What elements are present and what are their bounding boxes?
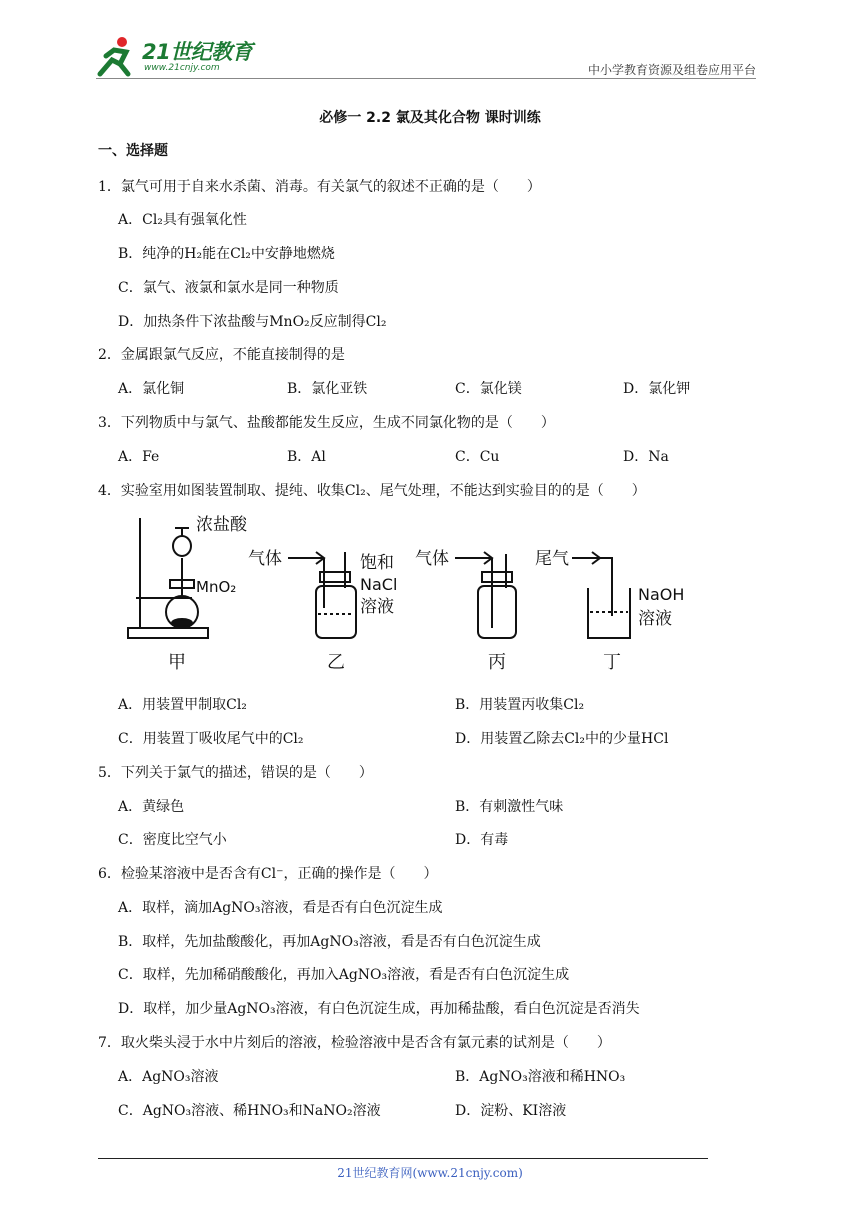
question-1-stem: 1．氯气可用于自来水杀菌、消毒。有关氯气的叙述不正确的是（ ） xyxy=(98,179,541,195)
q1-option-c: C．氯气、液氯和氯水是同一种物质 xyxy=(118,280,339,296)
q6-option-c: C．取样，先加稀硝酸酸化，再加入AgNO₃溶液，看是否有白色沉淀生成 xyxy=(118,967,570,983)
q4-option-d: D．用装置乙除去Cl₂中的少量HCl xyxy=(455,731,669,747)
q7-option-a: A．AgNO₃溶液 xyxy=(118,1069,219,1085)
q5-option-d: D．有毒 xyxy=(455,832,509,848)
q3-option-a: A．Fe xyxy=(118,449,160,465)
label-tail-gas: 尾气 xyxy=(535,549,569,569)
q1-option-d: D．加热条件下浓盐酸与MnO₂反应制得Cl₂ xyxy=(118,314,387,330)
footer-divider xyxy=(98,1158,708,1159)
label-gas-1: 气体 xyxy=(248,549,282,569)
question-3-stem: 3．下列物质中与氯气、盐酸都能发生反应，生成不同氯化物的是（ ） xyxy=(98,415,555,431)
q6-option-b: B．取样，先加盐酸酸化，再加AgNO₃溶液，看是否有白色沉淀生成 xyxy=(118,934,541,950)
q7-option-d: D．淀粉、KI溶液 xyxy=(455,1103,567,1119)
label-apparatus-bing: 丙 xyxy=(488,652,506,673)
runner-logo-icon xyxy=(92,34,140,78)
q1-option-a: A．Cl₂具有强氧化性 xyxy=(118,212,247,228)
q4-option-a: A．用装置甲制取Cl₂ xyxy=(118,697,247,713)
site-logo xyxy=(92,34,262,78)
q1-option-b: B．纯净的H₂能在Cl₂中安静地燃烧 xyxy=(118,246,335,262)
q5-option-a: A．黄绿色 xyxy=(118,799,185,815)
q7-option-b: B．AgNO₃溶液和稀HNO₃ xyxy=(455,1069,626,1085)
section-heading: 一、选择题 xyxy=(98,143,168,159)
question-2-stem: 2．金属跟氯气反应，不能直接制得的是 xyxy=(98,347,345,363)
q2-option-a: A．氯化铜 xyxy=(118,381,185,397)
q4-option-c: C．用装置丁吸收尾气中的Cl₂ xyxy=(118,731,304,747)
q5-option-c: C．密度比空气小 xyxy=(118,832,227,848)
label-conc-hcl: 浓盐酸 xyxy=(196,515,247,535)
question-4-stem: 4．实验室用如图装置制取、提纯、收集Cl₂、尾气处理，不能达到实验目的的是（ ） xyxy=(98,483,646,499)
label-solution-2: 溶液 xyxy=(638,609,672,629)
q6-option-a: A．取样，滴加AgNO₃溶液，看是否有白色沉淀生成 xyxy=(118,900,443,916)
label-solution-1: 溶液 xyxy=(360,597,394,617)
apparatus-bing xyxy=(455,552,516,638)
q5-option-b: B．有刺激性气味 xyxy=(455,799,564,815)
q3-option-d: D．Na xyxy=(623,449,669,465)
label-nacl: NaCl xyxy=(360,575,398,594)
header-divider xyxy=(96,78,756,79)
q3-option-c: C．Cu xyxy=(455,449,500,465)
q7-option-c: C．AgNO₃溶液、稀HNO₃和NaNO₂溶液 xyxy=(118,1103,381,1119)
q2-option-b: B．氯化亚铁 xyxy=(287,381,368,397)
question-6-stem: 6．检验某溶液中是否含有Cl⁻，正确的操作是（ ） xyxy=(98,866,438,882)
label-apparatus-jia: 甲 xyxy=(168,652,186,673)
apparatus-ding xyxy=(572,552,630,638)
page-title: 必修一 2.2 氯及其化合物 课时训练 xyxy=(319,110,541,126)
label-naoh: NaOH xyxy=(638,585,685,604)
q4-option-b: B．用装置丙收集Cl₂ xyxy=(455,697,585,713)
q2-option-c: C．氯化镁 xyxy=(455,381,522,397)
question-7-stem: 7．取火柴头浸于水中片刻后的溶液，检验溶液中是否含有氯元素的试剂是（ ） xyxy=(98,1035,611,1051)
label-apparatus-ding: 丁 xyxy=(603,652,621,673)
footer-link[interactable]: 21世纪教育网(www.21cnjy.com) xyxy=(337,1166,523,1180)
question-5-stem: 5．下列关于氯气的描述，错误的是（ ） xyxy=(98,765,373,781)
label-apparatus-yi: 乙 xyxy=(327,652,345,673)
q2-option-d: D．氯化钾 xyxy=(623,381,691,397)
apparatus-yi xyxy=(288,552,356,638)
label-saturated: 饱和 xyxy=(360,553,394,573)
q6-option-d: D．取样，加少量AgNO₃溶液，有白色沉淀生成，再加稀盐酸，看白色沉淀是否消失 xyxy=(118,1001,640,1017)
q3-option-b: B．Al xyxy=(287,449,326,465)
logo-url: www.21cnjy.com xyxy=(144,63,220,73)
apparatus-figure xyxy=(120,508,710,678)
logo-text: 21世纪教育 xyxy=(142,40,253,64)
label-mno2: MnO₂ xyxy=(196,578,237,596)
platform-name: 中小学教育资源及组卷应用平台 xyxy=(587,63,756,77)
label-gas-2: 气体 xyxy=(415,549,449,569)
